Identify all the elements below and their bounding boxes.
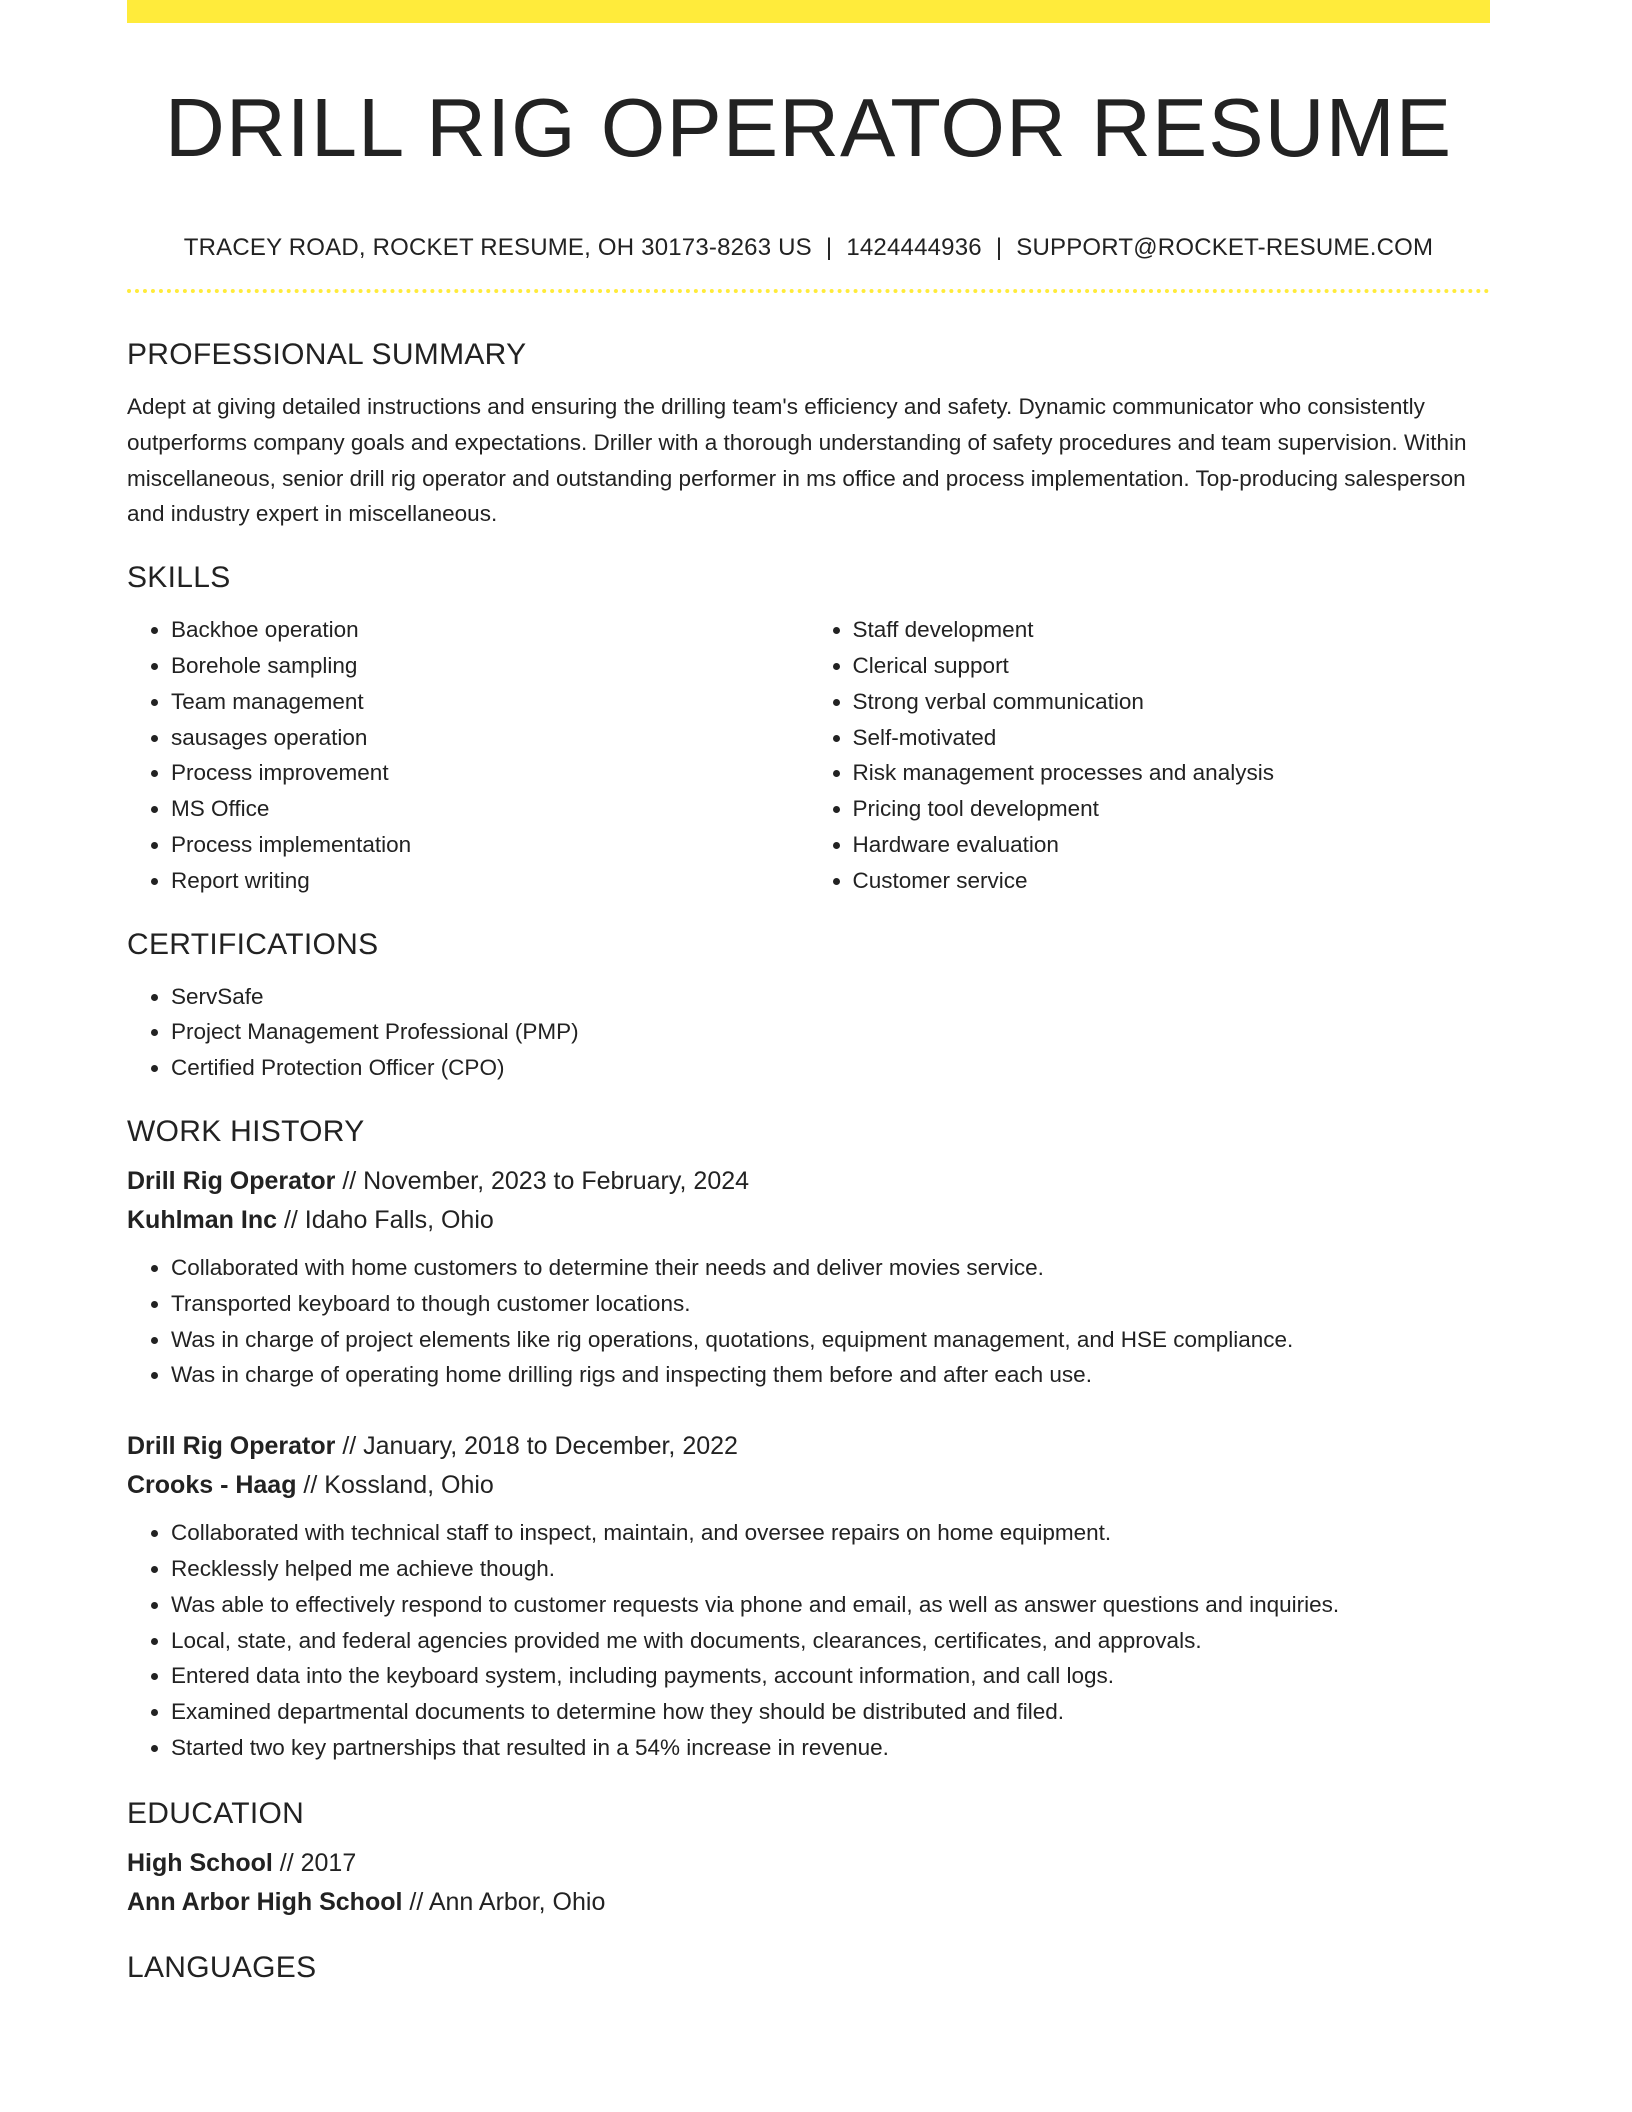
education-heading: EDUCATION: [127, 1796, 305, 1830]
skill-item: • sausages operation: [171, 720, 809, 756]
summary-heading: PROFESSIONAL SUMMARY: [127, 338, 527, 371]
contact-separator: |: [825, 234, 833, 261]
education-school: Ann Arbor High School: [127, 1887, 403, 1916]
job-duty: • Collaborated with home customers to determine their needs and deliver movies service.: [171, 1250, 1490, 1286]
certification-item: • ServSafe: [171, 979, 1490, 1015]
job-duty: • Transported keyboard to though customer locations.: [171, 1286, 1490, 1322]
job-location: // Idaho Falls, Ohio: [277, 1205, 494, 1234]
certification-item: • Project Management Professional (PMP): [171, 1014, 1490, 1050]
job-company: Kuhlman Inc: [127, 1205, 278, 1234]
education-school-line: [127, 1883, 1490, 1922]
job-duty: • Was in charge of project elements like rig operations, quotations, equipment management, and HSE compliance.: [171, 1322, 1490, 1358]
job-location: // Kossland, Ohio: [296, 1471, 494, 1500]
job-duty: • Was able to effectively respond to customer requests via phone and email, as well as answer questions and inquiries.: [171, 1587, 1490, 1623]
skill-item: • Self-motivated: [853, 720, 1491, 756]
education-year: // 2017: [272, 1848, 357, 1877]
job-duty: • Local, state, and federal agencies provided me with documents, clearances, certificates, and approvals.: [171, 1623, 1490, 1659]
skill-item: • Hardware evaluation: [853, 827, 1491, 863]
job-duties-list: [127, 1250, 1490, 1393]
job-duty: • Examined departmental documents to determine how they should be distributed and filed.: [171, 1694, 1490, 1730]
job-title-line: [127, 1162, 1490, 1201]
skill-item: • Risk management processes and analysis: [853, 755, 1491, 791]
resume-title: DRILL RIG OPERATOR RESUME: [164, 81, 1453, 174]
skill-item: • Customer service: [853, 863, 1491, 899]
skill-item: • Clerical support: [853, 648, 1491, 684]
summary-text: Adept at giving detailed instructions and ensuring the drilling team's efficiency and safety. Dynamic communicator who consistently outperforms company goals and expectations. Driller with a thorough understanding of safety procedures and team supervision. Within miscellaneous, senior drill rig operator and outstanding performer in ms office and process implementation. Top-producing salesperson and industry expert in miscellaneous.: [127, 394, 1467, 527]
job-title: Drill Rig Operator: [127, 1432, 336, 1461]
skills-grid: [127, 612, 1490, 898]
education-location: // Ann Arbor, Ohio: [402, 1887, 606, 1916]
skill-item: • MS Office: [171, 791, 809, 827]
dotted-divider: [127, 289, 1490, 293]
skill-item: • Team management: [171, 684, 809, 720]
job-company: Crooks - Haag: [127, 1471, 297, 1500]
contact-separator: |: [995, 234, 1003, 261]
job-title: Drill Rig Operator: [127, 1166, 336, 1195]
languages-heading: LANGUAGES: [127, 1950, 317, 1984]
skills-list-right: [809, 612, 1491, 898]
job-duty: • Recklessly helped me achieve though.: [171, 1551, 1490, 1587]
contact-phone: 1424444936: [846, 234, 982, 261]
skill-item: • Staff development: [853, 612, 1491, 648]
skill-item: • Process implementation: [171, 827, 809, 863]
job-company-line: [127, 1201, 1490, 1240]
job-company-line: [127, 1466, 1490, 1505]
job-duty: • Collaborated with technical staff to inspect, maintain, and oversee repairs on home equipment.: [171, 1515, 1490, 1551]
certification-item: • Certified Protection Officer (CPO): [171, 1050, 1490, 1086]
certifications-list: [127, 979, 1490, 1086]
contact-email: SUPPORT@ROCKET-RESUME.COM: [1016, 234, 1434, 261]
education-degree-line: [127, 1844, 1490, 1883]
skill-item: • Strong verbal communication: [853, 684, 1491, 720]
skill-item: • Backhoe operation: [171, 612, 809, 648]
job-duties-list: [127, 1515, 1490, 1766]
job-dates: // January, 2018 to December, 2022: [335, 1432, 738, 1461]
skill-item: • Borehole sampling: [171, 648, 809, 684]
skills-list-left: [127, 612, 809, 898]
resume-content: [127, 0, 1490, 1986]
skill-item: • Report writing: [171, 863, 809, 899]
job-duty: • Was in charge of operating home drilling rigs and inspecting them before and after each use.: [171, 1357, 1490, 1393]
job-dates: // November, 2023 to February, 2024: [335, 1166, 750, 1195]
job-title-line: [127, 1427, 1490, 1466]
work-history-heading: WORK HISTORY: [127, 1114, 365, 1148]
contact-line: [127, 233, 1490, 263]
job-entry: [127, 1427, 1490, 1766]
contact-address: TRACEY ROAD, ROCKET RESUME, OH 30173-8263 US: [183, 234, 812, 261]
education-entry: [127, 1844, 1490, 1922]
certifications-heading: CERTIFICATIONS: [127, 927, 379, 961]
job-entry: [127, 1162, 1490, 1393]
skill-item: • Process improvement: [171, 755, 809, 791]
job-duty: • Started two key partnerships that resulted in a 54% increase in revenue.: [171, 1730, 1490, 1766]
job-duty: • Entered data into the keyboard system, including payments, account information, and call logs.: [171, 1658, 1490, 1694]
skill-item: • Pricing tool development: [853, 791, 1491, 827]
education-degree: High School: [127, 1848, 273, 1877]
skills-heading: SKILLS: [127, 561, 231, 595]
